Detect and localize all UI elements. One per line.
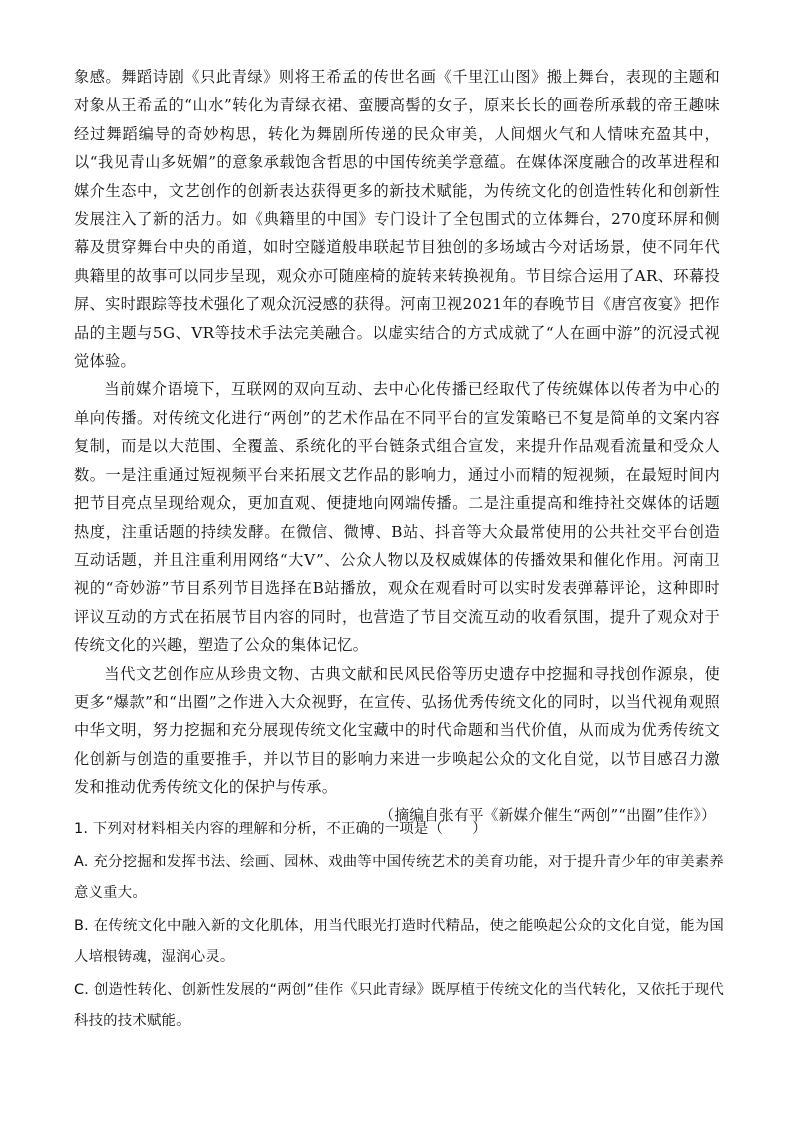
question-stem: 1. 下列对材料相关内容的理解和分析，不正确的一项是（ ）	[74, 821, 487, 837]
option-b: B. 在传统文化中融入新的文化肌体，用当代眼光打造时代精品，使之能唤起公众的文化自觉，能为国人培根铸魂，湿润心灵。	[74, 918, 724, 965]
passage-paragraph-3: 当代文艺创作应从珍贵文物、古典文献和民风民俗等历史遗存中挖掘和寻找创作源泉，使更多“爆款”和“出圈”之作进入大众视野，在宣传、弘扬优秀传统文化的同时，以当代视角观照中华文明，努力挖掘和充分展现传统文化宝藏中的时代命题和当代价值，从而成为优秀传统文化创新与创造的重要推手，并以节目的影响力来进一步唤起公众的文化自觉，以节目感召力激发和推动优秀传统文化的保护与传承。	[74, 664, 720, 797]
passage-paragraph-2: 当前媒介语境下，互联网的双向互动、去中心化传播已经取代了传统媒体以传者为中心的单向传播。对传统文化进行“两创”的艺术作品在不同平台的宣发策略已不复是简单的文案内容复制，而是以大范围、全覆盖、系统化的平台链条式组合宣发，来提升作品观看流量和受众人数。一是注重通过短视频平台来拓展文艺作品的影响力，通过小而精的短视频，在最短时间内把节目亮点呈现给观众，更加直观、便捷地向网端传播。二是注重提高和维持社交媒体的话题热度，注重话题的持续发酵。在微信、微博、B站、抖音等大众最常使用的公共社交平台创造互动话题，并且注重利用网络“大V”、公众人物以及权威媒体的传播效果和催化作用。河南卫视的“奇妙游”节目系列节目选择在B站播放，观众在观看时可以实时发表弹幕评论，这种即时评议互动的方式在拓展节目内容的同时，也营造了节目交流互动的收看氛围，提升了观众对于传统文化的兴趣，塑造了公众的集体记忆。	[74, 380, 720, 655]
option-c: C. 创造性转化、创新性发展的“两创”佳作《只此青绿》既厚植于传统文化的当代转化，又依托于现代科技的技术赋能。	[74, 982, 724, 1029]
option-a: A. 充分挖掘和发挥书法、绘画、园林、戏曲等中国传统艺术的美育功能，对于提升青少年的审美素养意义重大。	[74, 854, 724, 901]
passage-source-citation: （摘编自张有平《新媒介催生“两创”“出圈”佳作》）	[379, 806, 716, 824]
question-block	[74, 814, 724, 1039]
passage-paragraph-1: 象感。舞蹈诗剧《只此青绿》则将王希孟的传世名画《千里江山图》搬上舞台，表现的主题和对象从王希孟的“山水”转化为青绿衣裙、蛮腰高髻的女子，原来长长的画卷所承载的帝王趣味经过舞蹈编导的奇妙构思，转化为舞剧所传递的民众审美，人间烟火气和人情味充盈其中，以“我见青山多妩媚”的意象承载饱含哲思的中国传统美学意蕴。在媒体深度融合的改革进程和媒介生态中，文艺创作的创新表达获得更多的新技术赋能，为传统文化的创造性转化和创新性发展注入了新的活力。如《典籍里的中国》专门设计了全包围式的立体舞台，270度环屏和侧幕及贯穿舞台中央的甬道，如时空隧道般串联起节目独创的多场域古今对话场景，使不同年代典籍里的故事可以同步呈现，观众亦可随座椅的旋转来转换视角。节目综合运用了AR、环幕投屏、实时跟踪等技术强化了观众沉浸感的获得。河南卫视2021年的春晚节目《唐宫夜宴》把作品的主题与5G、VR等技术手法完美融合。以虚实结合的方式成就了“人在画中游”的沉浸式视觉体验。	[74, 68, 720, 371]
reading-passage	[74, 63, 720, 830]
